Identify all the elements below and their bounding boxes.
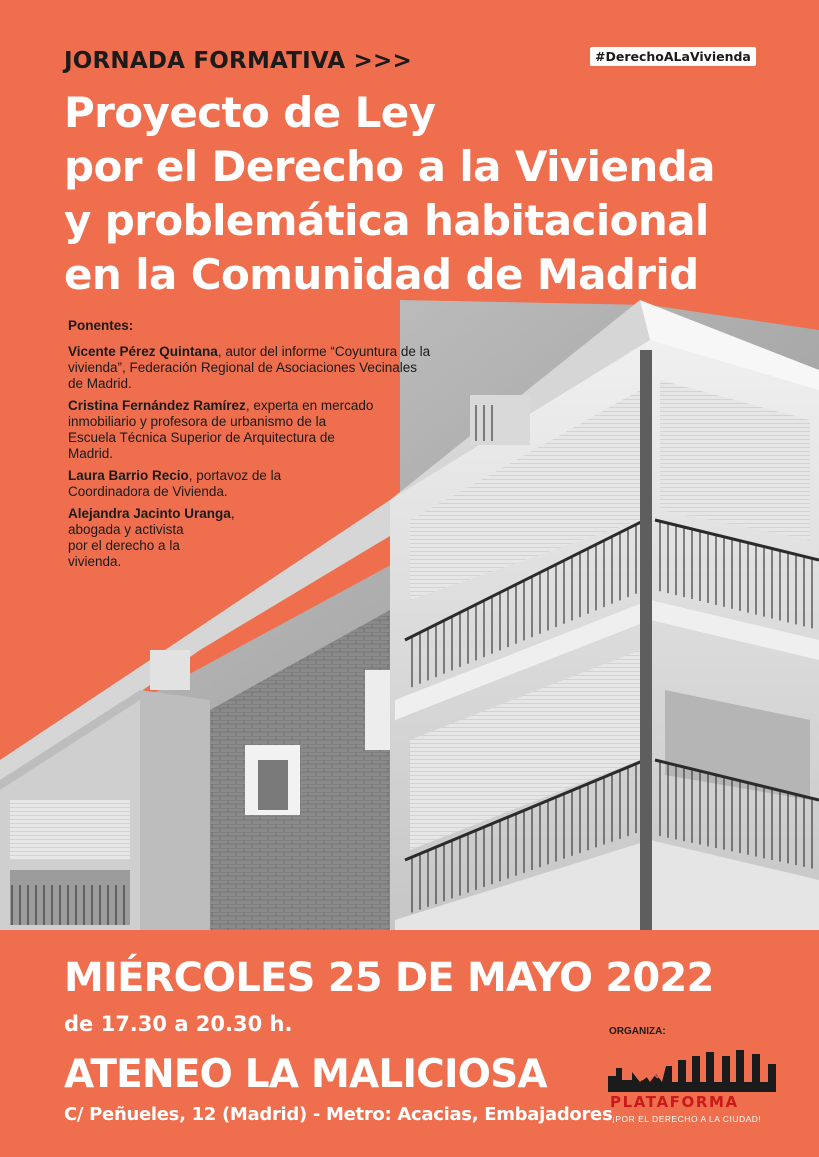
event-type-kicker: JORNADA FORMATIVA >>> — [64, 48, 412, 74]
speaker-desc: Coordinadora de Vivienda. — [68, 484, 228, 499]
speaker-desc: por el derecho a la — [68, 538, 180, 553]
speaker-desc: , portavoz de la — [188, 468, 282, 483]
speaker-name: Cristina Fernández Ramírez — [68, 398, 246, 413]
hashtag-badge: #DerechoALaVivienda — [590, 47, 756, 66]
speakers-label: Ponentes: — [68, 318, 134, 333]
organizer-label: ORGANIZA: — [609, 1026, 666, 1037]
speaker-item — [68, 398, 498, 462]
title-line-3: y problemática habitacional — [64, 196, 709, 245]
speaker-desc: de Madrid. — [68, 376, 132, 391]
title-line-4: en la Comunidad de Madrid — [64, 250, 699, 299]
speaker-desc: Madrid. — [68, 446, 114, 461]
speaker-name: Laura Barrio Recio — [68, 468, 189, 483]
speaker-desc: vivienda. — [68, 554, 122, 569]
page-title — [64, 86, 804, 302]
logo-tagline: ¡POR EL DERECHO A LA CIUDAD! — [612, 1114, 762, 1124]
speaker-desc: , — [230, 506, 235, 521]
logo-wordmark: PLATAFORMA — [610, 1093, 739, 1111]
speaker-name: Alejandra Jacinto Uranga — [68, 506, 231, 521]
event-address: C/ Peñueles, 12 (Madrid) - Metro: Acacias, Embajadores — [64, 1104, 613, 1125]
title-line-2: por el Derecho a la Vivienda — [64, 142, 715, 191]
speaker-item — [68, 468, 498, 500]
speaker-item — [68, 506, 498, 570]
speaker-desc: vivienda”, Federación Regional de Asociaciones Vecinales — [68, 360, 417, 375]
speaker-desc: abogada y activista — [68, 522, 184, 537]
event-venue: ATENEO LA MALICIOSA — [64, 1052, 547, 1097]
event-time: de 17.30 a 20.30 h. — [64, 1012, 293, 1036]
speaker-desc: Escuela Técnica Superior de Arquitectura de — [68, 430, 335, 445]
speakers-list — [68, 318, 498, 576]
speaker-desc: , autor del informe “Coyuntura de la — [217, 344, 431, 359]
event-date: MIÉRCOLES 25 DE MAYO 2022 — [64, 955, 714, 1001]
title-line-1: Proyecto de Ley — [64, 88, 436, 137]
speaker-desc: inmobiliario y profesora de urbanismo de la — [68, 414, 327, 429]
speaker-item — [68, 344, 498, 392]
speaker-desc: , experta en mercado — [245, 398, 374, 413]
speaker-name: Vicente Pérez Quintana — [68, 344, 218, 359]
